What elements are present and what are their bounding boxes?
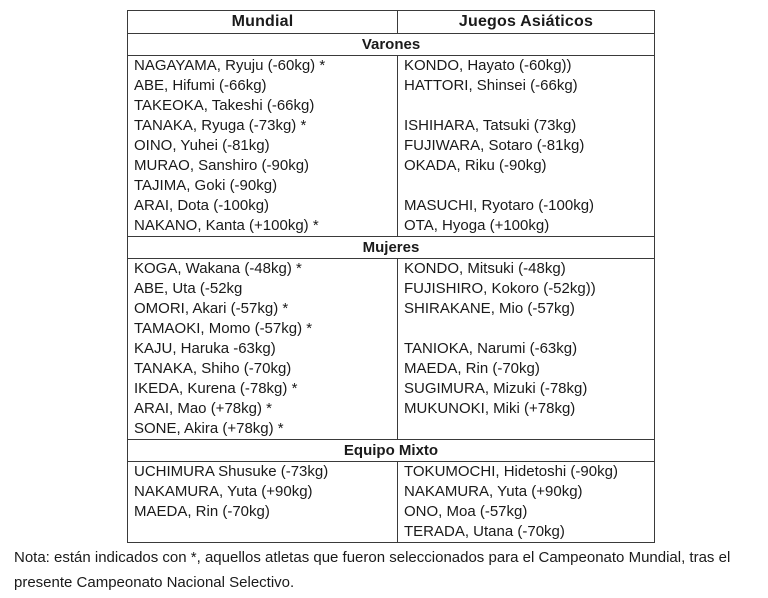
section-title-equipo-mixto: Equipo Mixto: [128, 440, 655, 462]
athlete-entry: NAKANO, Kanta (+100kg) *: [134, 217, 319, 234]
athlete-entry: OKADA, Riku (-90kg): [404, 157, 547, 174]
mujeres-juegos-cell: [398, 259, 655, 440]
athlete-entry: NAGAYAMA, Ryuju (-60kg) *: [134, 57, 326, 74]
athlete-entry: MUKUNOKI, Miki (+78kg): [404, 400, 576, 417]
athlete-entry: MURAO, Sanshiro (-90kg): [134, 157, 310, 174]
athlete-entry: FUJIWARA, Sotaro (-81kg): [404, 137, 585, 154]
athlete-entry: HATTORI, Shinsei (-66kg): [404, 77, 578, 94]
varones-juegos-list: [404, 56, 648, 236]
athlete-selection-table: [127, 10, 655, 543]
athlete-entry: KAJU, Haruka -63kg): [134, 340, 276, 357]
footnote: Nota: están indicados con *, aquellos atletas que fueron seleccionados para el Campeonato Mundial, tras el presente Campeonato Nacional Selectivo.: [14, 549, 731, 591]
athlete-entry: TANAKA, Ryuga (-73kg) *: [134, 117, 307, 134]
mixto-mundial-list: [134, 462, 391, 522]
section-header-equipo-mixto: [128, 440, 655, 462]
varones-mundial-list: [134, 56, 391, 236]
mixto-mundial-cell: [128, 462, 398, 543]
athlete-entry: OMORI, Akari (-57kg) *: [134, 300, 289, 317]
athlete-entry: ARAI, Mao (+78kg) *: [134, 400, 272, 417]
athlete-entry: NAKAMURA, Yuta (+90kg): [134, 483, 313, 500]
section-header-varones: [128, 34, 655, 56]
athlete-entry: KONDO, Mitsuki (-48kg): [404, 260, 566, 277]
athlete-entry: TAMAOKI, Momo (-57kg) *: [134, 320, 313, 337]
athlete-entry: ONO, Moa (-57kg): [404, 503, 528, 520]
athlete-entry: FUJISHIRO, Kokoro (-52kg)): [404, 280, 596, 297]
section-title-varones: Varones: [128, 34, 655, 56]
mujeres-juegos-list: [404, 259, 648, 419]
athlete-entry: MAEDA, Rin (-70kg): [404, 360, 540, 377]
section-header-mujeres: [128, 237, 655, 259]
mujeres-mundial-list: [134, 259, 391, 439]
athlete-entry: UCHIMURA Shusuke (-73kg): [134, 463, 329, 480]
athlete-entry: TANIOKA, Narumi (-63kg): [404, 340, 578, 357]
athlete-entry: OINO, Yuhei (-81kg): [134, 137, 270, 154]
athlete-entry: KOGA, Wakana (-48kg) *: [134, 260, 302, 277]
athlete-entry: SHIRAKANE, Mio (-57kg): [404, 300, 575, 317]
athlete-entry: OTA, Hyoga (+100kg): [404, 217, 550, 234]
athlete-entry: TERADA, Utana (-70kg): [404, 523, 565, 540]
athlete-entry: SUGIMURA, Mizuki (-78kg): [404, 380, 588, 397]
athlete-entry: [404, 319, 648, 339]
section-content-equipo-mixto: [128, 462, 655, 543]
column-header-row: [128, 11, 655, 34]
athlete-entry: TAJIMA, Goki (-90kg): [134, 177, 278, 194]
column-header-juegos-asiaticos: Juegos Asiáticos: [398, 11, 655, 34]
column-header-mundial: Mundial: [128, 11, 398, 34]
athlete-entry: TOKUMOCHI, Hidetoshi (-90kg): [404, 463, 618, 480]
varones-juegos-cell: [398, 56, 655, 237]
athlete-entry: TANAKA, Shiho (-70kg): [134, 360, 292, 377]
athlete-entry: NAKAMURA, Yuta (+90kg): [404, 483, 583, 500]
athlete-entry: [404, 96, 648, 116]
mixto-juegos-cell: [398, 462, 655, 543]
varones-mundial-cell: [128, 56, 398, 237]
section-content-varones: [128, 56, 655, 237]
athlete-entry: IKEDA, Kurena (-78kg) *: [134, 380, 298, 397]
athlete-entry: TAKEOKA, Takeshi (-66kg): [134, 97, 315, 114]
athlete-entry: MAEDA, Rin (-70kg): [134, 503, 270, 520]
athlete-entry: MASUCHI, Ryotaro (-100kg): [404, 197, 595, 214]
athlete-entry: SONE, Akira (+78kg) *: [134, 420, 284, 437]
mixto-juegos-list: [404, 462, 648, 542]
athlete-entry: KONDO, Hayato (-60kg)): [404, 57, 572, 74]
athlete-entry: ABE, Uta (-52kg: [134, 280, 243, 297]
athlete-entry: ISHIHARA, Tatsuki (73kg): [404, 117, 577, 134]
mujeres-mundial-cell: [128, 259, 398, 440]
section-content-mujeres: [128, 259, 655, 440]
athlete-entry: ARAI, Dota (-100kg): [134, 197, 270, 214]
athlete-entry: ABE, Hifumi (-66kg): [134, 77, 267, 94]
athlete-entry: [404, 176, 648, 196]
section-title-mujeres: Mujeres: [128, 237, 655, 259]
